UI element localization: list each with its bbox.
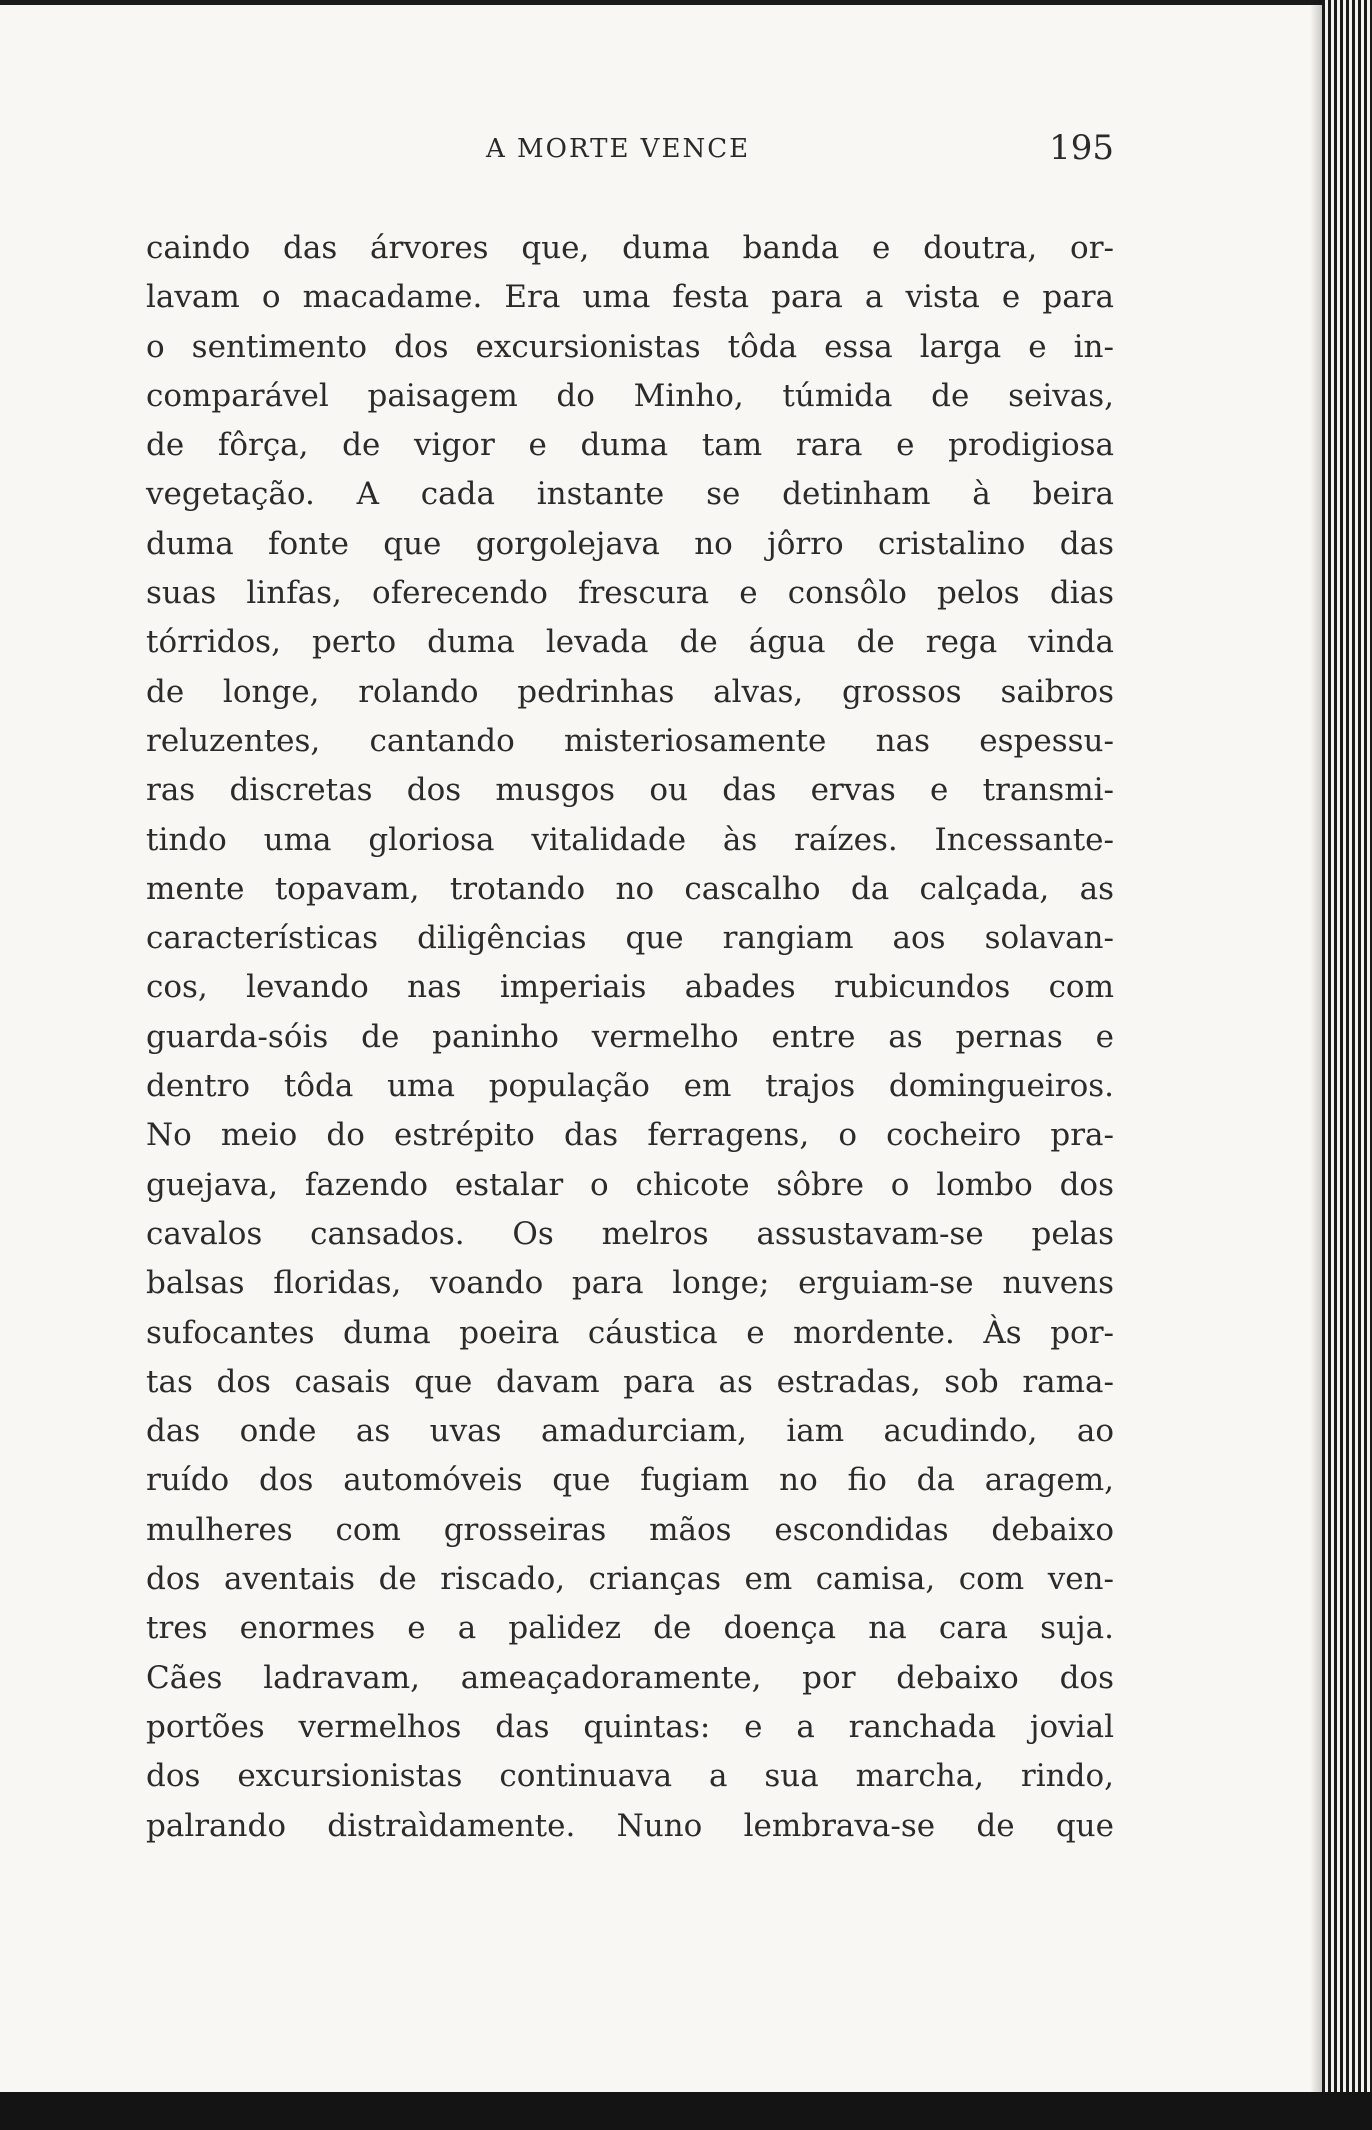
text-line: dos aventais de riscado, crianças em camisa, com ven- — [146, 1561, 1114, 1598]
text-line: mulheres com grosseiras mãos escondidas debaixo — [146, 1511, 1114, 1548]
text-line: tórridos, perto duma levada de água de rega vinda — [146, 624, 1114, 661]
text-line: guarda-sóis de paninho vermelho entre as pernas e — [146, 1018, 1114, 1055]
text-line: dentro tôda uma população em trajos domingueiros. — [146, 1068, 1114, 1105]
running-head — [146, 128, 1114, 172]
text-line: No meio do estrépito das ferragens, o cocheiro pra- — [146, 1117, 1114, 1154]
page-gutter-shadow — [1310, 0, 1322, 2130]
page-right-edge — [1322, 0, 1372, 2130]
text-line: tindo uma gloriosa vitalidade às raízes. Incessante- — [146, 821, 1114, 858]
text-line: ras discretas dos musgos ou das ervas e transmi- — [146, 772, 1114, 809]
page-top-edge — [0, 0, 1372, 5]
page-number: 195 — [1049, 128, 1114, 168]
text-line: caindo das árvores que, duma banda e doutra, or- — [146, 230, 1114, 266]
text-line: duma fonte que gorgolejava no jôrro cristalino das — [146, 525, 1114, 562]
text-line: dos excursionistas continuava a sua marcha, rindo, — [146, 1758, 1114, 1795]
text-line: cavalos cansados. Os melros assustavam-se pelas — [146, 1215, 1114, 1252]
page-bottom-edge — [0, 2092, 1372, 2130]
text-line: lavam o macadame. Era uma festa para a vista e para — [146, 279, 1114, 316]
text-line: sufocantes duma poeira cáustica e mordente. Às por- — [146, 1314, 1114, 1351]
running-title: A MORTE VENCE — [486, 134, 751, 164]
text-line: cos, levando nas imperiais abades rubicundos com — [146, 969, 1114, 1006]
text-line: portões vermelhos das quintas: e a ranchada jovial — [146, 1708, 1114, 1745]
text-line: tas dos casais que davam para as estradas, sob rama- — [146, 1363, 1114, 1400]
text-line: de longe, rolando pedrinhas alvas, grossos saibros — [146, 673, 1114, 710]
text-line: Cães ladravam, ameaçadoramente, por debaixo dos — [146, 1659, 1114, 1696]
text-line: vegetação. A cada instante se detinham à beira — [146, 476, 1114, 513]
text-line: tres enormes e a palidez de doença na cara suja. — [146, 1610, 1114, 1647]
text-line: mente topavam, trotando no cascalho da calçada, as — [146, 870, 1114, 907]
text-line: reluzentes, cantando misteriosamente nas espessu- — [146, 722, 1114, 759]
text-line: das onde as uvas amadurciam, iam acudindo, ao — [146, 1413, 1114, 1450]
text-line: características diligências que rangiam aos solavan- — [146, 920, 1114, 957]
text-line: de fôrça, de vigor e duma tam rara e prodigiosa — [146, 427, 1114, 464]
text-line: suas linfas, oferecendo frescura e consôlo pelos dias — [146, 575, 1114, 612]
body-text — [146, 224, 1114, 1851]
text-line: palrando distraìdamente. Nuno lembrava-se de que — [146, 1807, 1114, 1844]
text-line: ruído dos automóveis que fugiam no fio da aragem, — [146, 1462, 1114, 1499]
text-line: o sentimento dos excursionistas tôda essa larga e in- — [146, 328, 1114, 365]
text-line: balsas floridas, voando para longe; erguiam-se nuvens — [146, 1265, 1114, 1302]
text-line: comparável paisagem do Minho, túmida de seivas, — [146, 377, 1114, 414]
text-line: guejava, fazendo estalar o chicote sôbre o lombo dos — [146, 1166, 1114, 1203]
